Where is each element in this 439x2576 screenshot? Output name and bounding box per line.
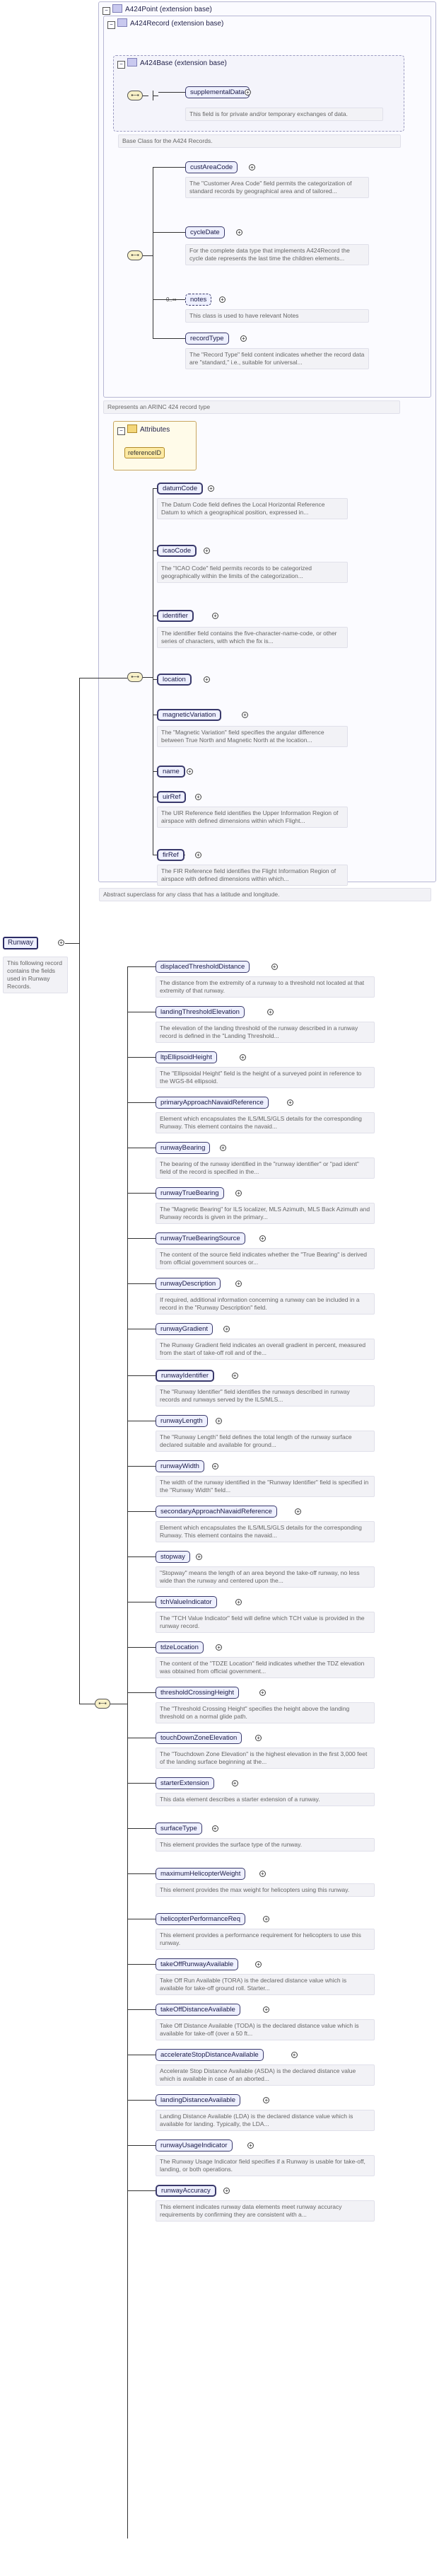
expand-icon[interactable]: +: [240, 1054, 246, 1061]
element-surfaceType[interactable]: surfaceType: [156, 1823, 202, 1835]
note-notes: This class is used to have relevant Notes: [185, 309, 369, 323]
sequence-compositor-icon: ▪─▪: [127, 672, 143, 682]
a424base-frame-label: A424Base (extension base): [140, 59, 227, 67]
connector-line: [127, 966, 128, 2539]
element-notes[interactable]: notes: [185, 294, 211, 306]
expand-icon[interactable]: +: [232, 1373, 238, 1379]
a424base-frame-title: [117, 58, 227, 69]
expand-icon[interactable]: +: [223, 1326, 230, 1332]
element-datumCode[interactable]: datumCode: [157, 483, 203, 495]
expand-icon[interactable]: +: [259, 1871, 266, 1877]
expand-icon[interactable]: +: [259, 1690, 266, 1696]
note-accelerateStopDistanceAvailable: Accelerate Stop Distance Available (ASDA) is the declared distance value which is available in case of an aborted...: [156, 2064, 375, 2086]
connector-line: [127, 2009, 156, 2010]
a424point-frame-label: A424Point (extension base): [125, 6, 212, 13]
expand-icon[interactable]: +: [223, 2188, 230, 2194]
expand-icon[interactable]: +: [245, 89, 251, 96]
element-supplementalData[interactable]: supplementalData: [185, 86, 250, 98]
connector-line: [127, 1238, 156, 1239]
collapse-icon[interactable]: −: [103, 7, 110, 15]
note-ltpEllipsoidHeight: The "Ellipsoidal Height" field is the height of a surveyed point in reference to the WGS-84 ellipsoid.: [156, 1067, 375, 1088]
element-firRef[interactable]: firRef: [157, 849, 185, 861]
element-runwayGradient[interactable]: runwayGradient: [156, 1323, 213, 1335]
element-touchDownZoneElevation[interactable]: touchDownZoneElevation: [156, 1732, 242, 1744]
attributes-label: Attributes: [140, 426, 170, 434]
expand-icon[interactable]: +: [242, 712, 248, 718]
connector-line: [127, 1783, 156, 1784]
note-magneticVariation: The "Magnetic Variation" field specifies the angular difference between True North and Magnetic North at the location...: [157, 726, 348, 747]
connector-line: [127, 1375, 156, 1376]
note-custAreaCode: The "Customer Area Code" field permits the categorization of standard records by geographical area and of tailored...: [185, 177, 369, 198]
connector-line: [127, 1873, 156, 1874]
connector-line: [127, 1692, 156, 1693]
note-recordType: The "Record Type" field content indicates whether the record data are "standard," i.e., suitable for universal...: [185, 348, 369, 369]
element-starterExtension[interactable]: starterExtension: [156, 1777, 214, 1789]
note-landingThresholdElevation: The elevation of the landing threshold of the runway described in a runway record is defined in the "Landing Threshold...: [156, 1022, 375, 1043]
expand-icon[interactable]: +: [295, 1508, 301, 1515]
connector-line: [127, 1283, 156, 1284]
note-starterExtension: This data element describes a starter extension of a runway.: [156, 1793, 375, 1806]
note-runwayAccuracy: This element indicates runway data elements meet runway accuracy requirements by confirming they are consistent with a...: [156, 2200, 375, 2222]
element-stopway[interactable]: stopway: [156, 1551, 190, 1563]
element-runwayUsageIndicator[interactable]: runwayUsageIndicator: [156, 2139, 233, 2152]
note-runwayWidth: The width of the runway identified in the "Runway Identifier" field is specified in the "Runway Width" field...: [156, 1476, 375, 1497]
connector-line: [143, 255, 153, 256]
element-identifier[interactable]: identifier: [157, 610, 194, 622]
element-runwayBearing[interactable]: runwayBearing: [156, 1142, 210, 1154]
note-supplementalData: This field is for private and/or temporary exchanges of data.: [185, 108, 383, 121]
note-runwayGradient: The Runway Gradient field indicates an overall gradient in percent, measured from the start of take-off roll and of the...: [156, 1339, 375, 1360]
connector-line: [127, 2190, 156, 2191]
expand-icon[interactable]: +: [271, 964, 278, 970]
expand-icon[interactable]: +: [187, 768, 193, 775]
element-runwayLength[interactable]: runwayLength: [156, 1415, 208, 1427]
expand-icon[interactable]: +: [212, 1463, 218, 1469]
attribute-referenceID[interactable]: referenceID: [124, 447, 165, 458]
element-runwayIdentifier[interactable]: runwayIdentifier: [156, 1370, 214, 1382]
connector-line: [158, 92, 185, 93]
attributes-title: [117, 424, 170, 435]
note-takeOffRunwayAvailable: Take Off Run Available (TORA) is the declared distance value which is available for take-off ground roll. Starter...: [156, 1974, 375, 1995]
element-primaryApproachNavaidReference[interactable]: primaryApproachNavaidReference: [156, 1097, 269, 1109]
complex-type-icon: [127, 58, 137, 67]
expand-icon[interactable]: +: [204, 548, 210, 554]
expand-icon[interactable]: +: [219, 296, 226, 303]
element-cycleDate[interactable]: cycleDate: [185, 226, 225, 238]
sequence-compositor-icon: ▪─▪: [127, 91, 143, 100]
element-uirRef[interactable]: uirRef: [157, 791, 186, 803]
expand-icon[interactable]: +: [291, 2052, 298, 2058]
element-name[interactable]: name: [157, 766, 185, 778]
note-primaryApproachNavaidReference: Element which encapsulates the ILS/MLS/GLS details for the corresponding Runway. This element contains the navaid...: [156, 1112, 375, 1133]
note-datumCode: The Datum Code field defines the Local Horizontal Reference Datum to which a geographical position, expressed in...: [157, 498, 348, 519]
connector-line: [127, 2145, 156, 2146]
expand-icon[interactable]: +: [259, 1235, 266, 1242]
note-runwayUsageIndicator: The Runway Usage Indicator field specifies if a Runway is usable for take-off, landing, or both operations.: [156, 2155, 375, 2176]
expand-icon[interactable]: +: [235, 1281, 242, 1287]
expand-icon[interactable]: +: [232, 1780, 238, 1786]
note-stopway: "Stopway" means the length of an area beyond the take-off runway, no less wide than the runway and centered upon the...: [156, 1566, 375, 1588]
element-maximumHelicopterWeight[interactable]: maximumHelicopterWeight: [156, 1868, 245, 1880]
connector-line: [127, 1466, 156, 1467]
connector-line: [127, 1511, 156, 1512]
expand-icon[interactable]: +: [249, 164, 255, 171]
element-ltpEllipsoidHeight[interactable]: ltpEllipsoidHeight: [156, 1051, 217, 1063]
connector-line: [153, 167, 185, 168]
element-recordType[interactable]: recordType: [185, 333, 229, 345]
expand-icon[interactable]: +: [235, 1190, 242, 1196]
runway-label: Runway: [8, 939, 34, 947]
expand-icon[interactable]: +: [255, 1735, 262, 1741]
element-runwayWidth[interactable]: runwayWidth: [156, 1460, 204, 1472]
element-takeOffRunwayAvailable[interactable]: takeOffRunwayAvailable: [156, 1958, 238, 1970]
element-tdzeLocation[interactable]: tdzeLocation: [156, 1641, 204, 1653]
connector-line: [127, 2100, 156, 2101]
note-touchDownZoneElevation: The "Touchdown Zone Elevation" is the highest elevation in the first 3,000 feet of the landing surface beginning at the...: [156, 1748, 375, 1769]
expand-icon[interactable]: +: [247, 2142, 254, 2149]
connector-line: [143, 677, 153, 678]
expand-icon[interactable]: +: [212, 613, 218, 619]
note-runwayTrueBearing: The "Magnetic Bearing" for ILS localizer, MLS Azimuth, MLS Back Azimuth and Runway records is given in the primary...: [156, 1203, 375, 1224]
connector-line: [127, 966, 156, 967]
collapse-icon[interactable]: −: [117, 427, 125, 435]
note-uirRef: The UIR Reference field identifies the Upper Information Region of airspace with defined dimensions within which Flight...: [157, 807, 348, 828]
note-runwayIdentifier: The "Runway Identifier" field identifies the runways described in runway records and runways served by the ILS/MLS...: [156, 1385, 375, 1407]
expand-icon[interactable]: +: [267, 1009, 274, 1015]
element-tchValueIndicator[interactable]: tchValueIndicator: [156, 1596, 217, 1608]
sequence-compositor-icon: ▪─▪: [127, 250, 143, 260]
expand-icon[interactable]: +: [212, 1825, 218, 1832]
multiplicity-label: 0..∞: [166, 296, 177, 303]
note-helicopterPerformanceReq: This element provides a performance requirement for helicopters to use this runway.: [156, 1929, 375, 1950]
connector-line: [127, 1828, 156, 1829]
note-thresholdCrossingHeight: The "Threshold Crossing Height" specifies the height above the landing threshold on a normal glide path.: [156, 1702, 375, 1723]
expand-icon[interactable]: +: [235, 1599, 242, 1605]
element-Runway[interactable]: [3, 937, 38, 949]
note-abstract: Abstract superclass for any class that has a latitude and longitude.: [99, 888, 431, 901]
element-magneticVariation[interactable]: magneticVariation: [157, 709, 221, 721]
connector-line: [127, 1102, 156, 1103]
note-runwayTrueBearingSource: The content of the source field indicates whether the "True Bearing" is derived from official government sources or...: [156, 1248, 375, 1269]
expand-icon[interactable]: +: [196, 1554, 202, 1560]
note-maximumHelicopterWeight: This element provides the max weight for helicopters using this runway.: [156, 1883, 375, 1897]
expand-icon[interactable]: +: [220, 1145, 226, 1151]
note-runwayLength: The "Runway Length" field defines the total length of the runway surface declared suitable and available for ground...: [156, 1431, 375, 1452]
note-runwayDescription: If required, additional information concerning a runway can be included in a record in the "Runway Description" field.: [156, 1293, 375, 1315]
a424point-frame-title: [103, 4, 212, 15]
note-firRef: The FIR Reference field identifies the Flight Information Region of airspace with defined dimensions within which...: [157, 865, 348, 886]
note-runway: This following record contains the fields used in Runway Records.: [3, 957, 68, 993]
expand-icon[interactable]: +: [255, 1961, 262, 1968]
attribute-group-icon: [127, 424, 137, 433]
note-secondaryApproachNavaidReference: Element which encapsulates the ILS/MLS/GLS details for the corresponding Runway. This element contains the navaid...: [156, 1521, 375, 1542]
element-runwayDescription[interactable]: runwayDescription: [156, 1278, 221, 1290]
connector-line: [79, 678, 80, 1704]
element-icaoCode[interactable]: icaoCode: [157, 545, 197, 557]
expand-icon[interactable]: +: [240, 335, 247, 342]
element-landingDistanceAvailable[interactable]: landingDistanceAvailable: [156, 2094, 240, 2106]
connector-line: [153, 232, 185, 233]
a424record-frame-label: A424Record (extension base): [130, 20, 224, 28]
expand-icon[interactable]: +: [216, 1644, 222, 1651]
expand-icon[interactable]: +: [263, 2006, 269, 2013]
expand-icon[interactable]: +: [236, 229, 242, 236]
sequence-compositor-icon: ▪─▪: [95, 1699, 110, 1709]
connector-line: [127, 1964, 156, 1965]
element-helicopterPerformanceReq[interactable]: helicopterPerformanceReq: [156, 1913, 245, 1925]
connector-line: [127, 1057, 156, 1058]
note-icaoCode: The "ICAO Code" field permits records to be categorized geographically within the limits of the categorization...: [157, 562, 348, 583]
a424record-frame-title: [107, 18, 223, 29]
connector-line: [65, 943, 79, 944]
note-tdzeLocation: The content of the "TDZE Location" field indicates whether the TDZ elevation was obtained from official government...: [156, 1657, 375, 1678]
expand-icon[interactable]: +: [195, 852, 201, 858]
note-cycleDate: For the complete data type that implements A424Record the cycle date represents the last time the children elements...: [185, 244, 369, 265]
note-takeOffDistanceAvailable: Take Off Distance Available (TODA) is the declared distance value which is available for take-off (over a 50 ft...: [156, 2019, 375, 2040]
element-runwayTrueBearingSource[interactable]: runwayTrueBearingSource: [156, 1232, 245, 1244]
expand-icon[interactable]: +: [204, 676, 210, 683]
connector-line: [127, 1647, 156, 1648]
element-runwayTrueBearing[interactable]: runwayTrueBearing: [156, 1187, 224, 1199]
expand-icon[interactable]: +: [263, 2097, 269, 2103]
connector-line: [127, 1193, 156, 1194]
expand-icon[interactable]: +: [263, 1916, 269, 1922]
element-secondaryApproachNavaidReference[interactable]: secondaryApproachNavaidReference: [156, 1506, 277, 1518]
element-runwayAccuracy[interactable]: runwayAccuracy: [156, 2185, 216, 2197]
note-identifier: The identifier field contains the five-character-name-code, or other series of characters, with which the fix is...: [157, 627, 348, 648]
element-displacedThresholdDistance[interactable]: displacedThresholdDistance: [156, 961, 250, 973]
collapse-icon[interactable]: −: [117, 61, 125, 69]
expand-icon[interactable]: +: [208, 485, 214, 492]
element-accelerateStopDistanceAvailable[interactable]: accelerateStopDistanceAvailable: [156, 2049, 264, 2061]
expand-icon[interactable]: +: [287, 1099, 293, 1106]
complex-type-icon: [112, 4, 122, 13]
note-runwayBearing: The bearing of the runway identified in the "runway identifier" or "pad ident" field of the record is specified in the...: [156, 1157, 375, 1179]
note-surfaceType: This element provides the surface type of the runway.: [156, 1838, 375, 1852]
element-takeOffDistanceAvailable[interactable]: takeOffDistanceAvailable: [156, 2004, 240, 2016]
collapse-icon[interactable]: −: [107, 21, 115, 29]
expand-icon[interactable]: +: [58, 940, 64, 946]
note-arinc: Represents an ARINC 424 record type: [103, 400, 400, 414]
element-landingThresholdElevation[interactable]: landingThresholdElevation: [156, 1006, 245, 1018]
note-displacedThresholdDistance: The distance from the extremity of a runway to a threshold not located at that extremity of that runway.: [156, 976, 375, 998]
element-thresholdCrossingHeight[interactable]: thresholdCrossingHeight: [156, 1687, 239, 1699]
connector-line: [153, 338, 185, 339]
element-custAreaCode[interactable]: custAreaCode: [185, 161, 238, 173]
note-landingDistanceAvailable: Landing Distance Available (LDA) is the declared distance value which is available for landing. Typically, the LDA...: [156, 2110, 375, 2131]
connector-line: [127, 1556, 156, 1557]
note-tchValueIndicator: The "TCH Value Indicator" field will define which TCH value is provided in the runway record.: [156, 1612, 375, 1633]
complex-type-icon: [117, 18, 127, 27]
element-location[interactable]: location: [157, 674, 192, 686]
expand-icon[interactable]: +: [216, 1418, 222, 1424]
expand-icon[interactable]: +: [195, 794, 201, 800]
note-base-class: Base Class for the A424 Records.: [118, 134, 401, 148]
